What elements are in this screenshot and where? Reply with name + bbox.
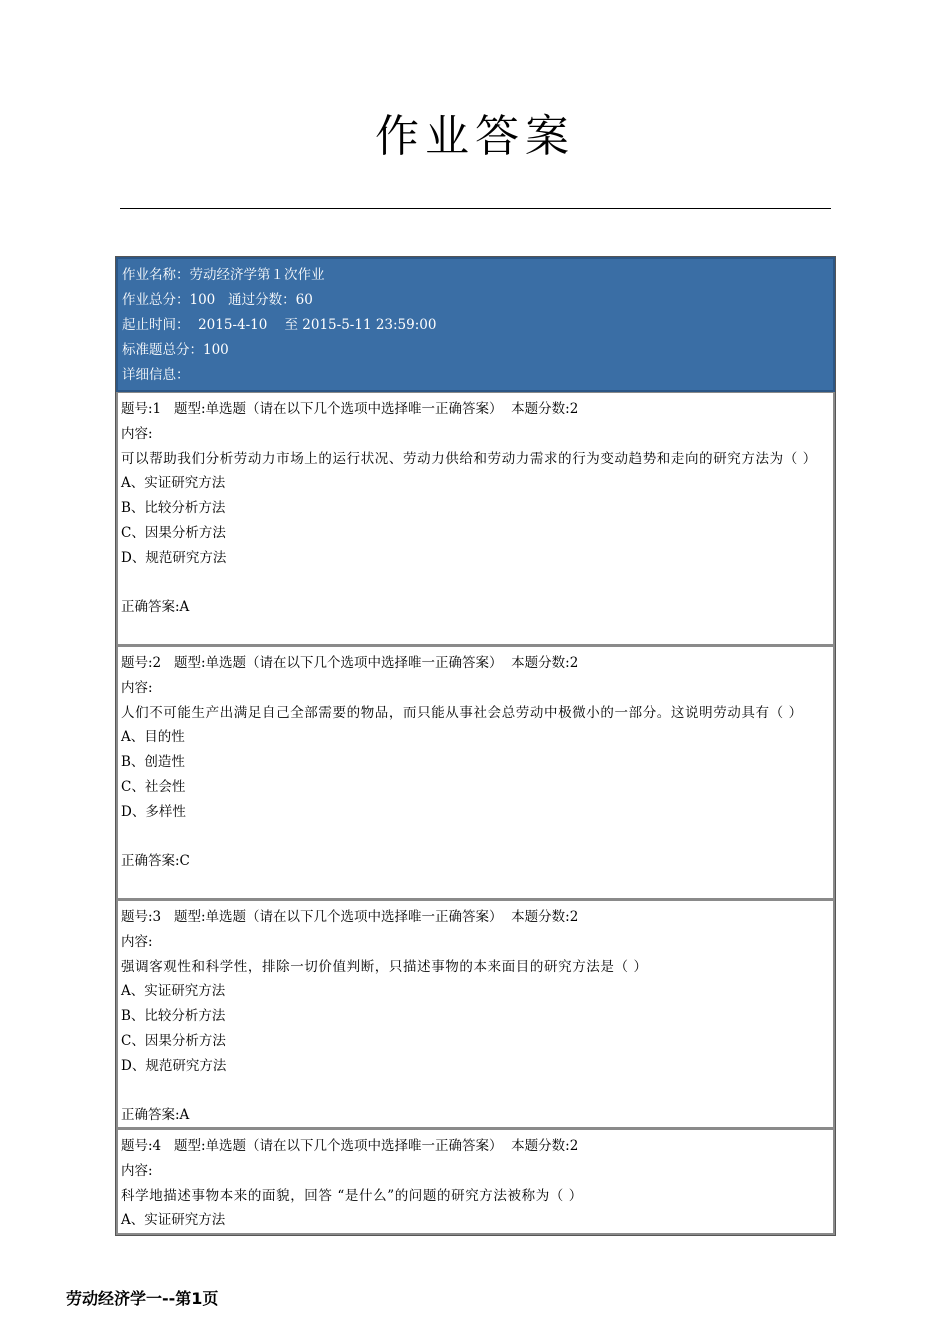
correct-answer: 正确答案:C [121,853,190,870]
content-label: 内容: [121,679,153,696]
question-header: 题号:4 题型:单选题（请在以下几个选项中选择唯一正确答案） 本题分数:2 [121,1138,579,1154]
title-divider [120,208,831,209]
question-text: 人们不可能生产出满足自己全部需要的物品，而只能从事社会总劳动中极微小的一部分。这说明劳动具有（ ） [121,704,803,721]
page-footer: 劳动经济学一--第1页 [66,1289,219,1308]
detail-info-label: 详细信息： [122,367,190,383]
content-label: 内容: [121,933,153,950]
option-a: A、目的性 [121,729,185,746]
question-block [116,900,835,1129]
option-a: A、实证研究方法 [121,983,226,1000]
assignment-time-range: 起止时间： 2015-4-10 至 2015-5-11 23:59:00 [122,317,437,333]
standard-total-score: 标准题总分：100 [122,342,229,358]
question-header: 题号:1 题型:单选题（请在以下几个选项中选择唯一正确答案） 本题分数:2 [121,401,579,417]
question-text: 科学地描述事物本来的面貌，回答 “是什么”的问题的研究方法被称为（ ） [121,1187,583,1204]
option-d: D、规范研究方法 [121,1057,227,1074]
assignment-name: 作业名称：劳动经济学第１次作业 [122,267,325,283]
question-block [116,392,835,646]
page-title: 作业答案 [375,111,575,162]
content-label: 内容: [121,1162,153,1179]
question-header: 题号:2 题型:单选题（请在以下几个选项中选择唯一正确答案） 本题分数:2 [121,655,579,671]
spacer [121,825,830,850]
assignment-info-block [116,257,835,392]
option-a: A、实证研究方法 [121,475,226,492]
content-label: 内容: [121,425,153,442]
assignment-table [115,256,836,1236]
assignment-score: 作业总分：100 通过分数：60 [122,292,313,308]
spacer [121,1079,830,1104]
option-a: A、实证研究方法 [121,1212,226,1229]
question-block [116,646,835,900]
correct-answer: 正确答案:A [121,1107,190,1124]
option-d: D、多样性 [121,803,186,820]
question-text: 强调客观性和科学性，排除一切价值判断，只描述事物的本来面目的研究方法是（ ） [121,958,648,975]
question-header: 题号:3 题型:单选题（请在以下几个选项中选择唯一正确答案） 本题分数:2 [121,909,579,925]
option-b: B、比较分析方法 [121,500,226,517]
correct-answer: 正确答案:A [121,599,190,616]
question-text: 可以帮助我们分析劳动力市场上的运行状况、劳动力供给和劳动力需求的行为变动趋势和走向的研究方法为（ ） [121,450,817,467]
option-d: D、规范研究方法 [121,549,227,566]
option-c: C、因果分析方法 [121,524,226,541]
option-b: B、比较分析方法 [121,1008,226,1025]
option-c: C、因果分析方法 [121,1032,226,1049]
option-c: C、社会性 [121,778,186,795]
option-b: B、创造性 [121,754,185,771]
question-block [116,1129,835,1235]
spacer [121,571,830,596]
